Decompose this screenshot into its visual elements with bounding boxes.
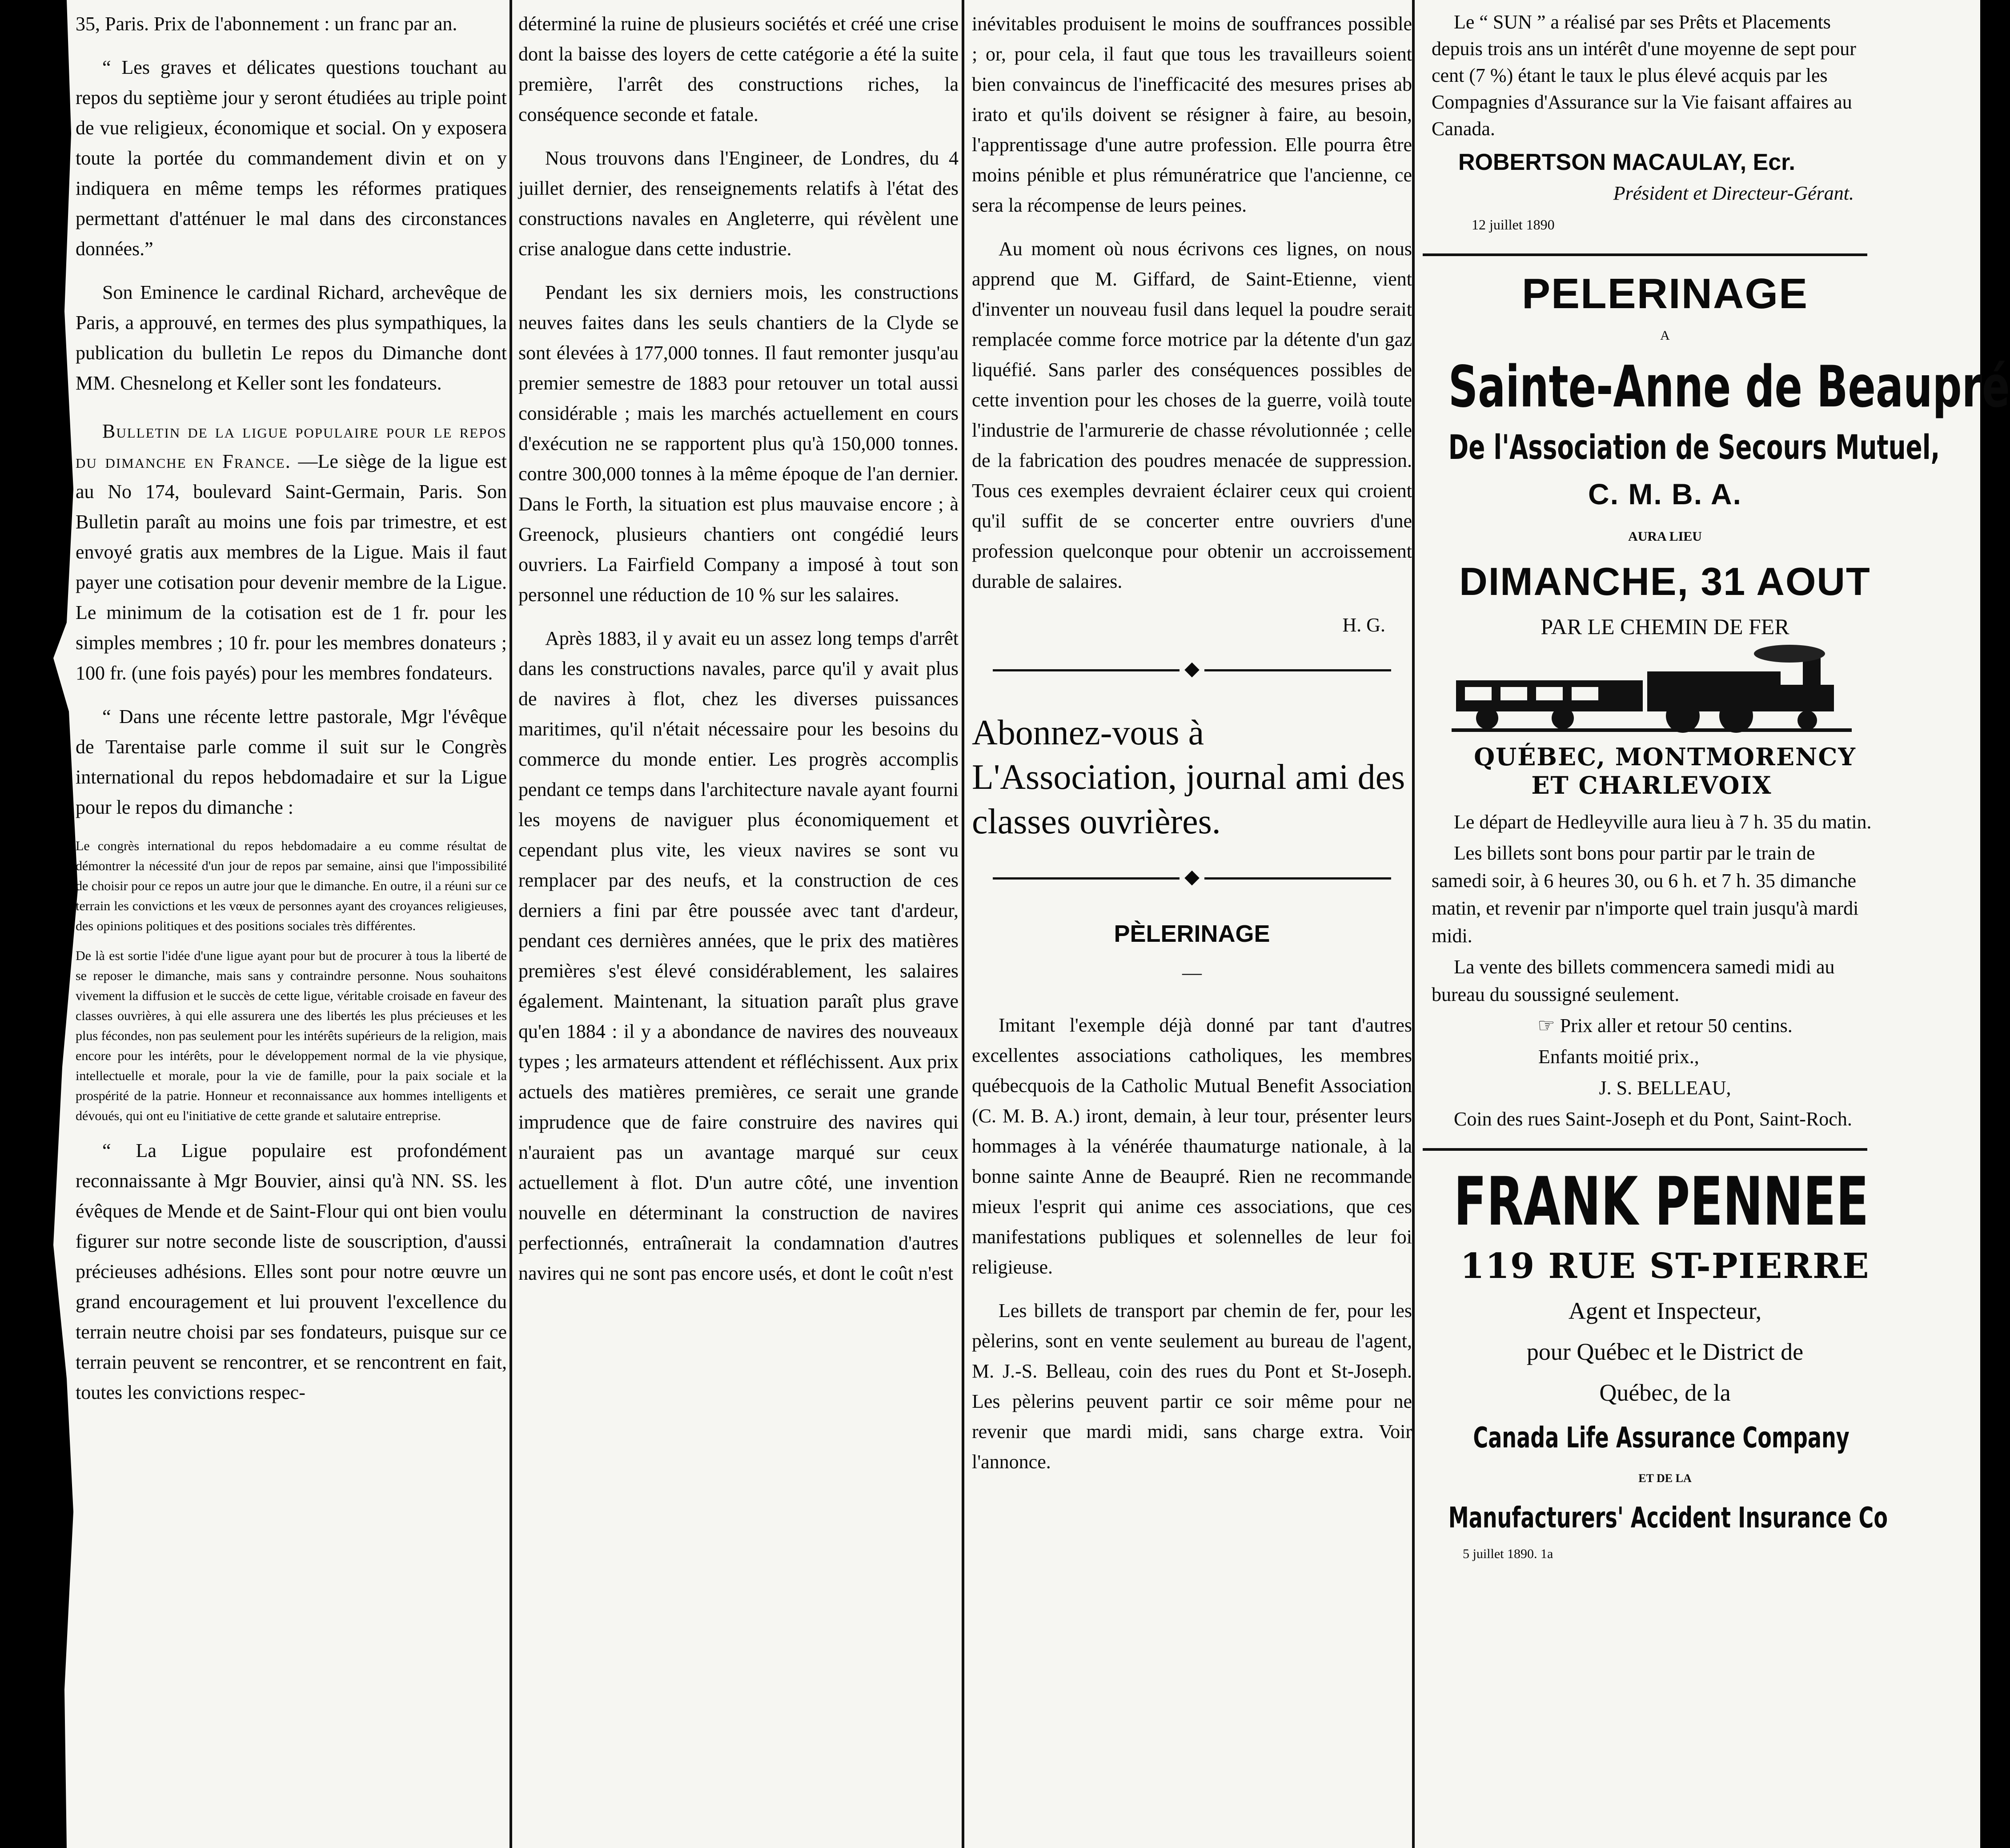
bulletin-body: —Le siège de la ligue est au No 174, boulevard Saint-Germain, Paris. Son Bulletin paraît au moins une fois par trimestre, et est envoyé gratis aux membres de la Ligue. Mais il faut payer une cotisation pour devenir membre de la Ligue. Le minimum de la cotisation est de 1 fr. pour les simples membres ; 10 fr. pour les membres donateurs ; 100 fr. (une fois payés) pour les membres fondateurs. (76, 450, 507, 684)
column-1-paragraph: Son Eminence le cardinal Richard, archevêque de Paris, a approuvé, en termes des plus sympathiques, la publication du bulletin Le repos du Dimanche dont MM. Chesnelong et Keller sont les fondateurs. (76, 281, 507, 394)
pelerinage-ad-title: PELERINAGE (1521, 270, 1809, 317)
pelerinage-ad-aura-lieu: AURA LIEU (1628, 529, 1702, 544)
torn-edge (0, 0, 84, 1848)
ornament-divider: ◆ (972, 654, 1412, 684)
sun-ad-text: Le “ SUN ” a réalisé par ses Prêts et Placements depuis trois ans un intérêt d'une moyenne de sept pour cent (7 %) étant le taux le plus élevé acquis par les Compagnies d'Assurance sur la Vie faisant affaires au Canada. (1432, 11, 1856, 140)
pennee-ad-line: pour Québec et le District de (1526, 1338, 1804, 1365)
pelerinage-ad-paragraph: Le départ de Hedleyville aura lieu à 7 h. 35 du matin. (1454, 811, 1872, 833)
sun-ad (1432, 9, 1872, 238)
pastoral-quote: Le congrès international du repos hebdomadaire a eu comme résultat de démontrer la nécessité d'un jour de repos par semaine, ainsi que l'impossibilité de choisir pour ce repos un autre jour que le dimanche. En outre, il a réuni sur ce terrain les convictions et les vœux de personnes ayant des croyances religieuses, des opinions politiques et des positions sociales très différentes. (76, 839, 507, 933)
pelerinage-ad-paragraph: La vente des billets commencera samedi midi au bureau du soussigné seulement. (1432, 956, 1835, 1005)
bulletin-heading: Bulletin de la ligue populaire pour le repos du dimanche en France. (76, 420, 507, 472)
pennee-ad-line: Québec, de la (1599, 1379, 1731, 1406)
pennee-ad-line: Agent et Inspecteur, (1568, 1298, 1762, 1324)
column-3-paragraph: Imitant l'exemple déjà donné par tant d'autres excellentes associations catholiques, les membres québecquois de la Catholic Mutual Benefit Association (C. M. B. A.) iront, demain, à leur tour, présenter leurs hommages à la vénérée thaumaturge nationale, à la bonne sainte Anne de Beaupré. Rien ne recommande mieux l'esprit qui anime ces associations, que ces manifestations publiques et solennelles de leur foi religieuse. (972, 1014, 1412, 1278)
ad-divider (1423, 253, 1867, 256)
heading-dash: — (1182, 962, 1202, 984)
subscribe-headline: Abonnez-vous à L'Association, journal ami des classes ouvrières. (972, 713, 1405, 841)
column-3-paragraph: inévitables produisent le moins de souffrances possible ; or, pour cela, il faut que tous les travailleurs soient bien convaincus de l'inefficacité des mesures prises ab irato et qu'ils doivent se résigner à faire, au besoin, l'apprentissage d'une autre profession. Elle pourra être moins pénible et plus rémunératrice que l'ancienne, ce sera la récompense de leurs peines. (972, 13, 1412, 216)
column-1-paragraph: “ La Ligue populaire est profondément reconnaissante à Mgr Bouvier, ainsi qu'à NN. SS. les évêques de Mende et de Saint-Flour qui ont bien voulu figurer sur notre seconde liste de souscription, d'aussi précieuses adhésions. Elles sont pour notre œuvre un grand encouragement et lui prouvent l'excellence du terrain neutre choisi par ses fondateurs, puisque sur ce terrain peuvent se rencontrer, et se rencontrent en fait, toutes les convictions respec- (76, 1140, 507, 1403)
column-2-paragraph: Nous trouvons dans l'Engineer, de Londres, du 4 juillet dernier, des renseignements relatifs à l'état des constructions navales en Angleterre, qui révèlent une crise analogue dans cette industrie. (518, 147, 959, 260)
pelerinage-ad-via: PAR LE CHEMIN DE FER (1541, 614, 1789, 639)
column-1 (76, 9, 507, 1841)
column-2-paragraph: Après 1883, il y avait eu un assez long temps d'arrêt dans les constructions navales, parce qu'il y avait plus de navires à flot, chez les diverses puissances maritimes, qu'il n'était nécessaire pour les besoins du commerce du monde entier. Les progrès accomplis pendant ce temps dans l'architecture navale ayant fourni les moyens de naviguer plus économiquement et cependant plus vite, les vieux navires se sont vu remplacer par des neufs, et la construction de ces derniers a fini par être poussée avec tant d'ardeur, pendant ces dernières années, que le prix des matières premières s'est élevé considérablement, les salaires également. Maintenant, la situation paraît plus grave qu'en 1884 : il y a abondance de navires des nouveaux types ; les armateurs attendent et réfléchissent. Aux prix actuels des matières premières, ce serait une grande imprudence que de faire construire des navires qui n'auraient pas un avantage marqué sur ceux actuellement à flot. D'un autre côté, une invention nouvelle en déterminant la construction de navires perfectionnés, entraînerait la condamnation d'autres navires qui ne sont pas encore usés, et dont le coût n'est (518, 627, 959, 1284)
pelerinage-ad-association: De l'Association de Secours Mutuel, (1448, 427, 1940, 467)
column-1-paragraph: 35, Paris. Prix de l'abonnement : un franc par an. (76, 13, 457, 35)
signature: H. G. (1342, 614, 1385, 636)
pennee-ad (1432, 1163, 1888, 1568)
column-1-paragraph (76, 416, 507, 688)
pelerinage-ad-children: Enfants moitié prix., (1538, 1046, 1699, 1068)
column-2 (518, 9, 959, 1841)
column-rule (1412, 0, 1415, 1848)
pelerinage-heading: PÈLERINAGE (1114, 920, 1270, 947)
ad-divider (1423, 1148, 1867, 1151)
sun-ad-title: Président et Directeur-Gérant. (1613, 182, 1854, 204)
column-2-paragraph: déterminé la ruine de plusieurs sociétés et créé une crise dont la baisse des loyers de cette catégorie a été la suite première, l'arrêt des constructions riches, la conséquence seconde et fatale. (518, 13, 959, 125)
pastoral-quote: De là est sortie l'idée d'une ligue ayant pour but de procurer à tous la liberté de se reposer le dimanche, mais sans y contraindre personne. Nous souhaitons vivement la diffusion et le succès de cette ligue, véritable croisade en faveur des classes ouvrières, à qui elle assurera une des libertés les plus précieuses et les plus fécondes, non pas seulement pour les intérêts supérieurs de la religion, mais encore pour les intérêts, pour le développement normal de la vie physique, intellectuelle et morale, pour la vie de famille, pour la paix sociale et la prospérité de la patrie. Honneur et reconnaissance aux hommes intelligents et dévoués, qui ont eu l'initiative de cette grande et salutaire entreprise. (76, 948, 507, 1123)
pelerinage-ad-date: DIMANCHE, 31 AOUT (1459, 559, 1871, 603)
pelerinage-ad-signer: J. S. BELLEAU, (1599, 1077, 1731, 1099)
column-1-paragraph: “ Les graves et délicates questions touchant au repos du septième jour y seront étudiées au triple point de vue religieux, économique et social. On y exposera toute la portée du commandement divin et on y indiquera en même temps les réformes pratiques permettant d'atténuer le mal dans des circonstances données.” (76, 56, 507, 260)
column-1-paragraph: “ Dans une récente lettre pastorale, Mgr l'évêque de Tarentaise parle comme il suit sur le Congrès international du repos hebdomadaire et sur la Ligue pour le repos du dimanche : (76, 706, 507, 818)
column-rule (510, 0, 512, 1848)
pelerinage-ad (1432, 269, 2010, 1133)
pennee-ad-company: Manufacturers' Accident Insurance Co (1448, 1502, 1888, 1535)
pelerinage-ad-cmba: C. M. B. A. (1588, 478, 1742, 510)
column-4-ads (1432, 9, 2010, 1841)
sun-ad-date: 12 juillet 1890 (1472, 217, 1555, 233)
column-rule (962, 0, 964, 1848)
pennee-ad-name: FRANK PENNEE (1453, 1163, 1869, 1241)
pelerinage-ad-paragraph: Les billets sont bons pour partir par le train de samedi soir, à 6 heures 30, ou 6 h. et 7 h. 35 dimanche matin, et revenir par n'importe quel train jusqu'à mardi midi. (1432, 842, 1859, 947)
pelerinage-ad-address: Coin des rues Saint-Joseph et du Pont, Saint-Roch. (1454, 1108, 1852, 1130)
pelerinage-ad-railway: QUÉBEC, MONTMORENCY ET CHARLEVOIX (1474, 743, 1856, 799)
pennee-ad-date: 5 juillet 1890. 1a (1463, 1547, 1553, 1561)
column-3 (972, 9, 1412, 1841)
sun-ad-name: ROBERTSON MACAULAY, Ecr. (1458, 149, 1795, 175)
pennee-ad-company: Canada Life Assurance Company (1473, 1422, 1850, 1454)
locomotive-icon (1452, 645, 1852, 734)
pennee-ad-address: 119 RUE ST-PIERRE (1460, 1246, 1870, 1286)
pelerinage-ad-a: A (1660, 328, 1670, 343)
column-3-paragraph: Au moment où nous écrivons ces lignes, on nous apprend que M. Giffard, de Saint-Etienne, vient d'inventer un nouveau fusil dans lequel la poudre serait remplacée comme force motrice par la détente d'un gaz liquéfié. Sans parler des conséquences possibles de cette invention pour les choses de la guerre, voilà toute l'industrie de l'armurerie de chasse révolutionnée ; celle de la fabrication des poudres menacée de suppression. Tous ces exemples devraient éclairer ceux qui croient qu'il suffit de se concerter entre ouvriers d'une profession quelconque pour obtenir un accroissement durable de salaires. (972, 238, 1412, 592)
pelerinage-ad-place: Sainte-Anne de Beaupré (1448, 354, 2010, 420)
column-2-paragraph: Pendant les six derniers mois, les constructions neuves faites dans les seuls chantiers de la Clyde se sont élevées à 177,000 tonnes. Il faut remonter jusqu'au premier semestre de 1883 pour retouver un total aussi considérable ; mais les marchés actuellement en cours d'exécution ne se rapportent plus qu'à 150,000 tonnes. contre 300,000 tonnes à la même époque de l'an dernier. Dans le Forth, la situation est plus mauvaise encore ; à Greenock, plusieurs chantiers ont congédié leurs ouvriers. La Fairfield Company a imposé à tout son personnel une réduction de 10 % sur les salaires. (518, 281, 959, 606)
pennee-ad-et: ET DE LA (1638, 1472, 1692, 1485)
pelerinage-ad-price: ☞ Prix aller et retour 50 centins. (1537, 1015, 1793, 1036)
column-3-paragraph: Les billets de transport par chemin de fer, pour les pèlerins, sont en vente seulement au bureau de l'agent, M. J.-S. Belleau, coin des rues du Pont et St-Joseph. Les pèlerins peuvent partir ce soir même pour ne revenir que mardi midi, sans charge extra. Voir l'annonce. (972, 1300, 1412, 1473)
ornament-divider: ◆ (972, 862, 1412, 892)
